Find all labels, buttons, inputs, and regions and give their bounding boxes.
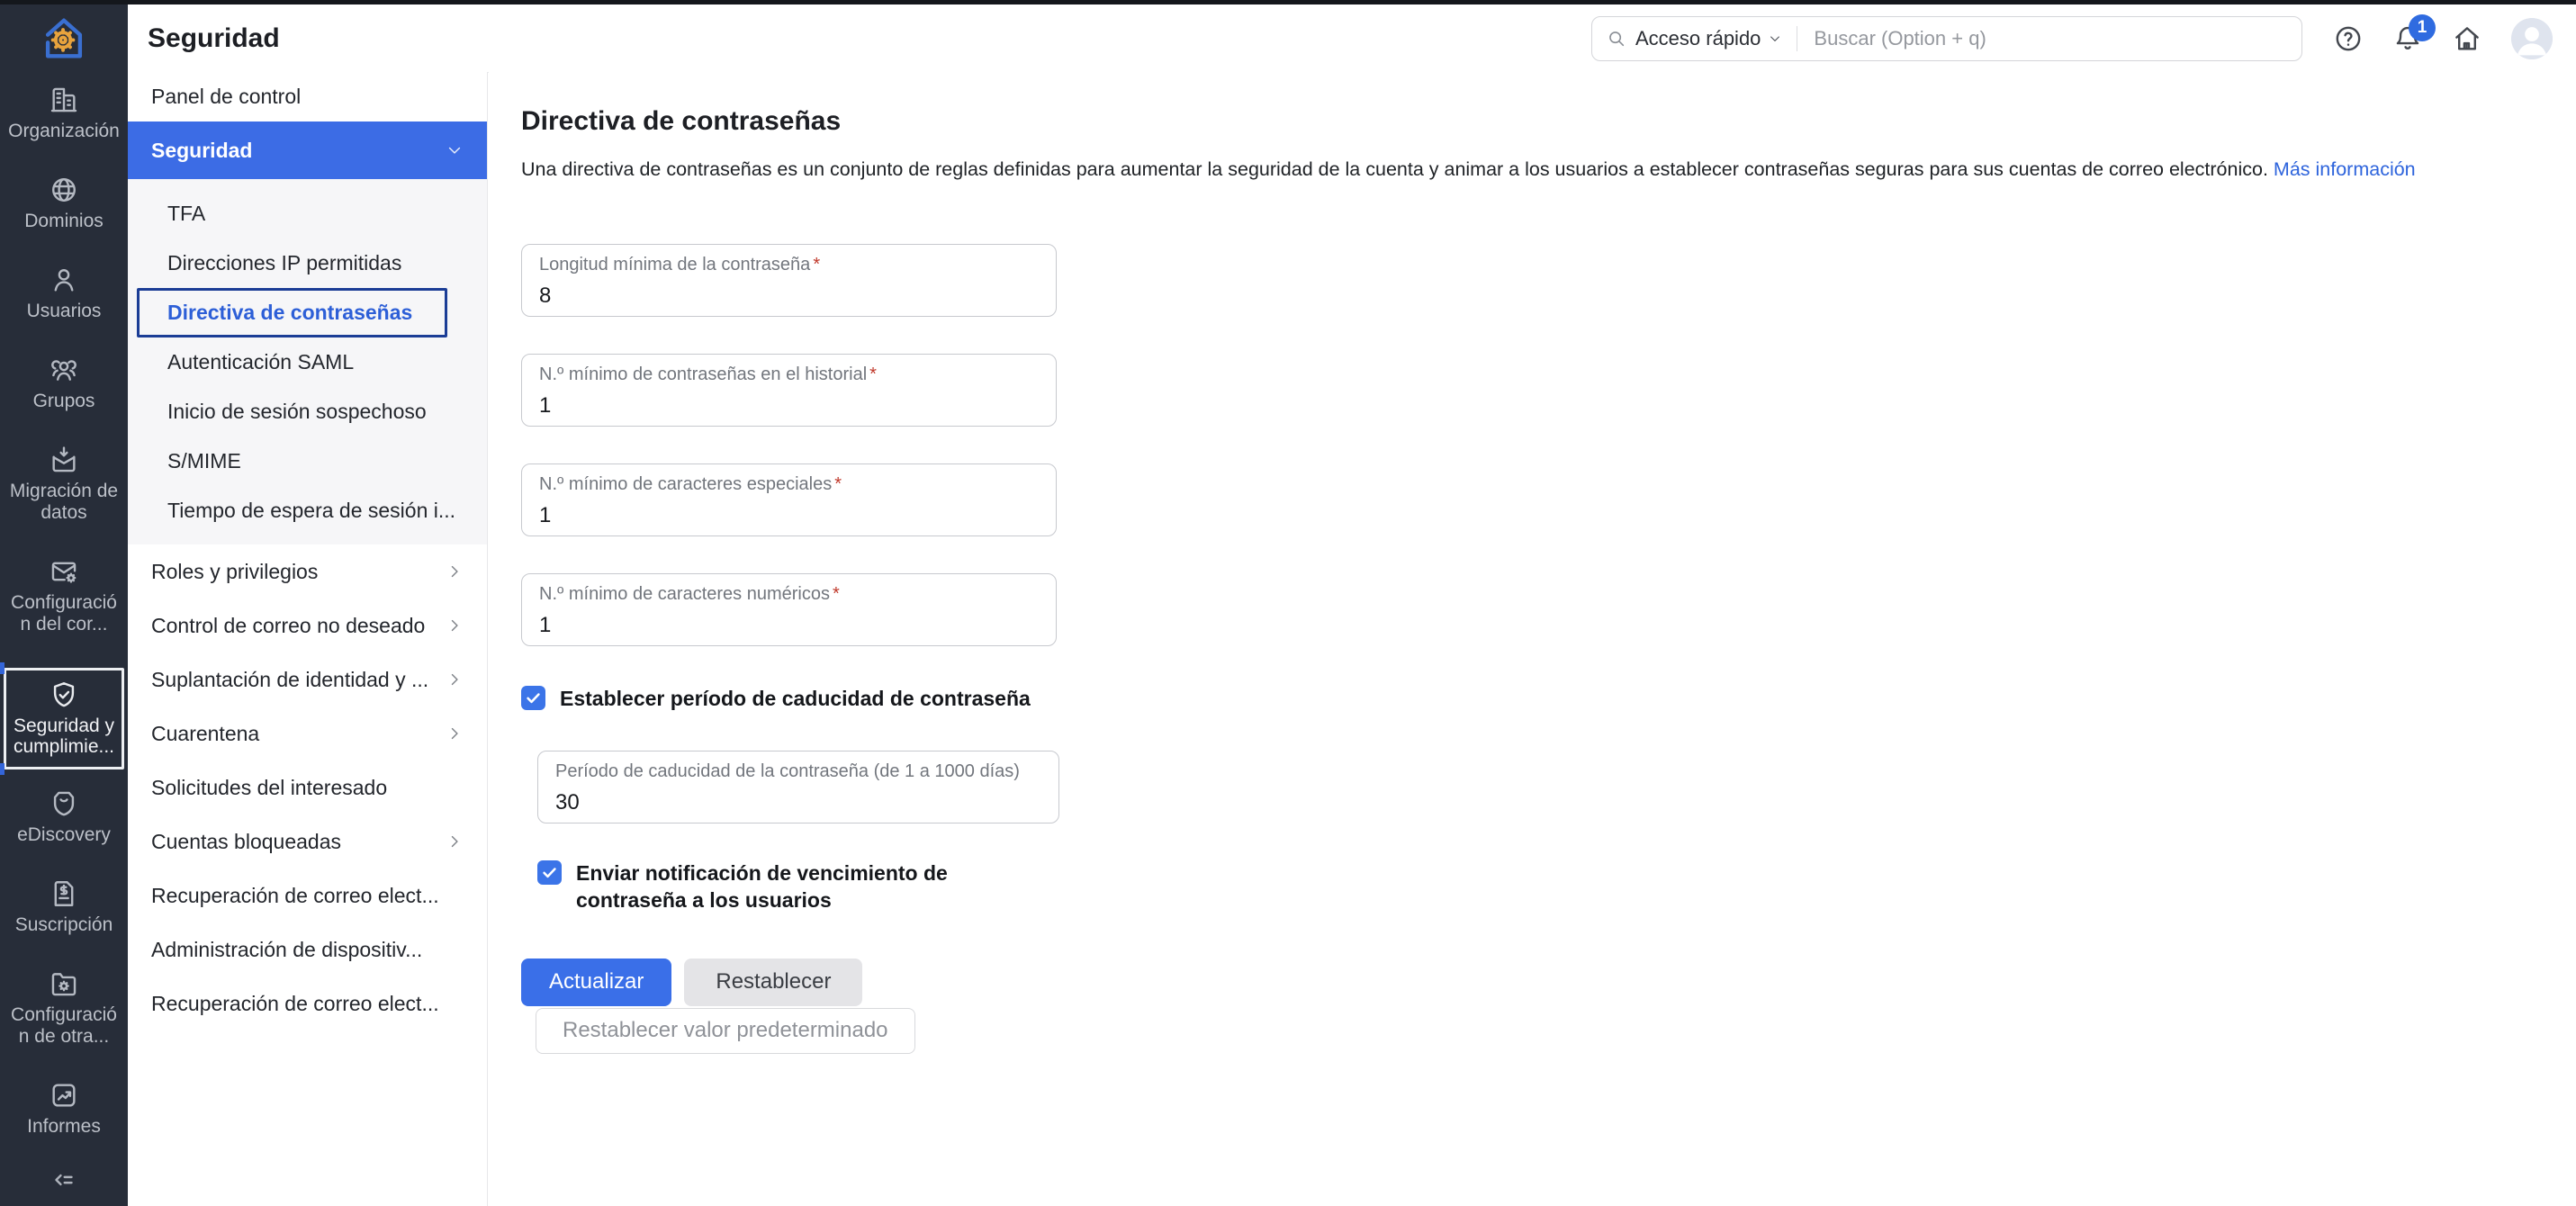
subnav-item-solicitudes-del-interesado[interactable]	[128, 760, 487, 814]
subnav-item-label: Administración de dispositiv...	[151, 937, 423, 961]
check-icon	[541, 864, 558, 881]
help-icon	[2333, 23, 2364, 54]
min-numeric-chars-field[interactable]	[521, 573, 1057, 646]
reset-default-button[interactable]: Restablecer valor predeterminado	[536, 1008, 915, 1054]
sidebar-item-label: Organización	[8, 121, 120, 141]
mail-import-icon	[49, 445, 79, 475]
top-header	[128, 4, 2576, 73]
ediscovery-icon	[49, 788, 79, 819]
primary-sidebar-nav	[0, 73, 128, 1170]
field-label: N.º mínimo de caracteres numéricos *	[539, 584, 840, 604]
search-icon	[1607, 29, 1626, 49]
building-icon	[49, 85, 79, 115]
required-marker: *	[813, 255, 821, 274]
sidebar-item-seguridad-y-cumplimiento[interactable]	[4, 668, 124, 770]
sidebar-item-ediscovery[interactable]	[4, 788, 124, 846]
field-label: Longitud mínima de la contraseña *	[539, 255, 821, 274]
expiry-checkbox-row[interactable]	[521, 686, 2576, 713]
sidebar-item-label: Seguridad y cumplimie...	[13, 715, 115, 758]
globe-icon	[49, 175, 79, 205]
notify-checkbox-label: Enviar notificación de vencimiento de contraseña a los usuarios	[576, 860, 948, 912]
chevron-right-icon	[446, 724, 464, 742]
min-password-history-field[interactable]	[521, 354, 1057, 427]
search-input[interactable]	[1812, 26, 2287, 51]
sidebar-item-suscripcion[interactable]	[4, 878, 124, 936]
required-marker: *	[832, 584, 840, 604]
subnav-item-label: Seguridad	[151, 138, 253, 162]
shield-check-icon	[49, 680, 79, 710]
chevron-down-icon	[446, 141, 464, 159]
subnav-item-label: TFA	[167, 202, 206, 225]
primary-sidebar	[0, 4, 128, 1206]
field-value: 1	[539, 613, 552, 637]
sidebar-item-informes[interactable]	[4, 1080, 124, 1138]
subnav-item-label: Panel de control	[151, 85, 302, 108]
field-label: N.º mínimo de contraseñas en el historial *	[539, 364, 877, 384]
form-actions	[521, 958, 2576, 1006]
subnav-item-cuarentena[interactable]	[128, 706, 487, 760]
min-length-field[interactable]	[521, 244, 1057, 317]
subnav-item-tiempo-de-espera[interactable]	[128, 486, 487, 536]
expiry-checkbox-label: Establecer período de caducidad de contraseña	[560, 687, 1031, 710]
sidebar-item-label: Informes	[27, 1116, 101, 1138]
subnav-item-recuperacion-correo-2[interactable]	[128, 976, 487, 1030]
chevron-right-icon	[446, 832, 464, 850]
folder-settings-icon	[49, 968, 79, 999]
field-label: Período de caducidad de la contraseña (de 1 a 1000 días)	[555, 760, 1020, 781]
check-icon	[525, 689, 542, 706]
subnav-item-seguridad[interactable]	[128, 122, 487, 179]
section-description	[521, 158, 2537, 181]
required-marker: *	[869, 364, 877, 384]
users-group-icon	[49, 355, 79, 385]
subnav-item-label: Cuarentena	[151, 721, 260, 745]
sidebar-item-label: Dominios	[24, 210, 104, 231]
mail-admin-logo-icon	[38, 13, 90, 65]
home-button[interactable]	[2452, 23, 2482, 54]
expiry-period-field[interactable]	[537, 751, 1059, 824]
field-value: 1	[539, 503, 552, 527]
quick-access-dropdown[interactable]	[1635, 27, 1782, 50]
notification-badge: 1	[2409, 14, 2436, 41]
avatar-placeholder-icon	[2511, 18, 2553, 59]
subnav-item-label: Control de correo no deseado	[151, 613, 426, 637]
field-value: 30	[555, 789, 580, 814]
password-policy-panel	[489, 72, 2576, 1206]
sidebar-item-label: Usuarios	[26, 300, 102, 321]
mail-settings-icon	[49, 556, 79, 587]
min-special-chars-field[interactable]	[521, 464, 1057, 536]
subnav-item-tfa[interactable]	[128, 189, 487, 238]
chevron-down-icon	[1768, 32, 1782, 46]
sidebar-item-migracion-de-datos[interactable]	[4, 445, 124, 524]
update-button[interactable]: Actualizar	[521, 958, 671, 1006]
chevron-right-icon	[446, 670, 464, 688]
app-logo[interactable]	[0, 4, 128, 73]
field-label: N.º mínimo de caracteres especiales *	[539, 474, 842, 494]
user-icon	[49, 265, 79, 295]
description-text: Una directiva de contraseñas es un conjunto de reglas definidas para aumentar la seguridad de la cuenta y animar a los usuarios a establecer contraseñas seguras para sus cuentas de correo electrónico.	[521, 158, 2268, 180]
sidebar-item-grupos[interactable]	[4, 355, 124, 412]
subnav-item-administracion-dispositivos[interactable]	[128, 922, 487, 976]
sidebar-item-dominios[interactable]	[4, 175, 124, 232]
section-heading: Directiva de contraseñas	[521, 106, 842, 136]
reset-button[interactable]: Restablecer	[684, 958, 862, 1006]
sidebar-item-configuracion-del-correo[interactable]	[4, 556, 124, 635]
subnav-item-label: S/MIME	[167, 449, 241, 472]
subnav-item-label: Autenticación SAML	[167, 350, 355, 374]
sidebar-item-usuarios[interactable]	[4, 265, 124, 322]
sidebar-item-label: Migración de datos	[9, 480, 119, 523]
help-button[interactable]	[2333, 23, 2364, 54]
subnav-item-control-correo-no-deseado[interactable]	[128, 598, 487, 652]
subnav-item-label: Solicitudes del interesado	[151, 775, 388, 799]
password-policy-form	[521, 244, 2576, 1054]
sidebar-item-configuracion-de-otras-apps[interactable]	[4, 968, 124, 1048]
required-marker: *	[834, 474, 842, 494]
home-icon	[2452, 23, 2482, 54]
subnav-item-label: Roles y privilegios	[151, 559, 319, 583]
security-subnav	[128, 72, 488, 1206]
notify-checkbox-row[interactable]	[537, 860, 2576, 914]
header-right	[1591, 16, 2553, 61]
sidebar-item-label: Configuración de otra...	[11, 1004, 117, 1048]
subnav-item-inicio-sesion-sospechoso[interactable]	[128, 387, 487, 436]
subnav-item-label: Tiempo de espera de sesión i...	[167, 499, 456, 522]
sidebar-item-label: eDiscovery	[17, 824, 111, 846]
subnav-item-label: Direcciones IP permitidas	[167, 251, 402, 274]
subnav-item-smime[interactable]	[128, 436, 487, 486]
subnav-item-panel-de-control[interactable]	[128, 72, 487, 122]
subnav-item-label: Inicio de sesión sospechoso	[167, 400, 427, 423]
sidebar-item-organizacion[interactable]	[4, 85, 124, 142]
subnav-item-label: Cuentas bloqueadas	[151, 829, 341, 853]
subnav-item-label: Recuperación de correo elect...	[151, 991, 439, 1015]
reports-icon	[49, 1080, 79, 1111]
header-icons	[2333, 18, 2553, 59]
subnav-item-suplantacion-identidad[interactable]	[128, 652, 487, 706]
subnav-item-directiva-de-contrasenas[interactable]	[137, 288, 447, 338]
invoice-icon	[49, 878, 79, 909]
sidebar-item-label: Suscripción	[14, 914, 113, 936]
quick-access-label: Acceso rápido	[1635, 26, 1761, 50]
chevron-right-icon	[446, 562, 464, 580]
learn-more-link[interactable]: Más información	[2273, 158, 2416, 180]
notify-checkbox[interactable]	[537, 860, 562, 885]
subnav-item-recuperacion-correo-1[interactable]	[128, 868, 487, 922]
seguridad-subgroup	[128, 179, 487, 544]
global-search-box[interactable]	[1591, 16, 2302, 61]
subnav-item-label: Directiva de contraseñas	[167, 301, 413, 324]
user-avatar[interactable]	[2511, 18, 2553, 59]
page-title: Seguridad	[148, 22, 280, 53]
collapse-icon	[49, 1165, 79, 1195]
field-value: 1	[539, 393, 552, 418]
notifications-button[interactable]	[2392, 17, 2427, 54]
expiry-checkbox[interactable]	[521, 686, 545, 710]
chevron-right-icon	[446, 616, 464, 634]
sidebar-item-label: Configuración del cor...	[11, 591, 117, 634]
collapse-sidebar-button[interactable]	[0, 1165, 128, 1195]
subnav-item-cuentas-bloqueadas[interactable]	[128, 814, 487, 868]
field-value: 8	[539, 284, 552, 308]
subnav-item-autenticacion-saml[interactable]	[128, 338, 487, 387]
subnav-item-label: Recuperación de correo elect...	[151, 883, 439, 907]
subnav-item-direcciones-ip[interactable]	[128, 238, 487, 288]
sidebar-item-label: Grupos	[32, 390, 95, 411]
subnav-item-label: Suplantación de identidad y ...	[151, 667, 429, 691]
subnav-item-roles-y-privilegios[interactable]	[128, 544, 487, 598]
